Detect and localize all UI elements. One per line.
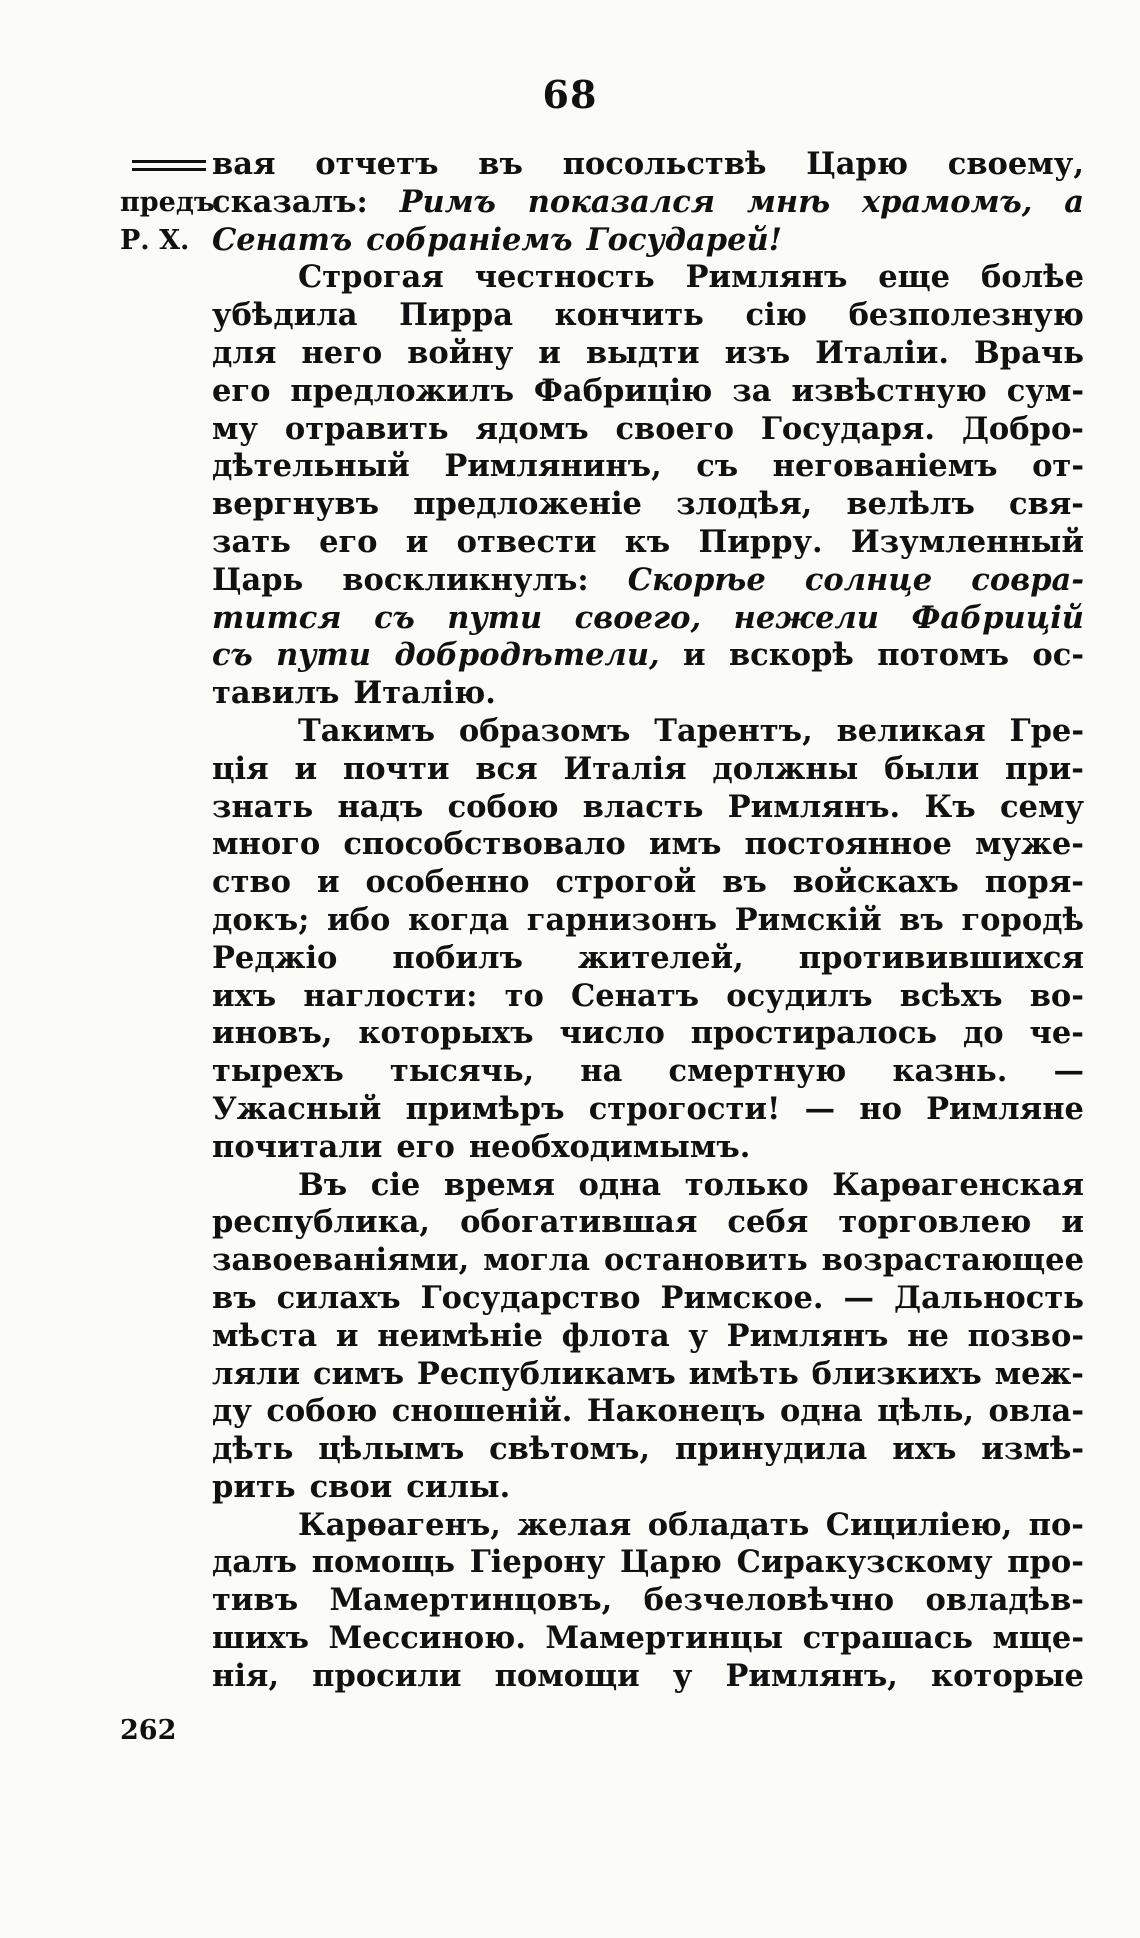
text-line — [212, 826, 1084, 864]
text-line — [212, 335, 1084, 373]
word: Государя. — [760, 410, 935, 447]
word: — — [843, 1279, 875, 1316]
text-line — [212, 373, 1084, 411]
word: должны — [712, 750, 859, 787]
word: своего, — [574, 599, 702, 636]
text-line — [212, 637, 1084, 675]
text-line — [212, 675, 1084, 713]
text-line — [212, 1507, 1084, 1545]
word: и — [538, 334, 561, 371]
continuation-rule — [132, 160, 206, 171]
word: Государей! — [586, 221, 783, 258]
word: Строгая — [298, 259, 444, 296]
text-line — [212, 1015, 1084, 1053]
word: вскорѣ — [728, 637, 854, 674]
text-line — [212, 789, 1084, 827]
word: Мессиною. — [328, 1620, 526, 1657]
word: осудилъ — [726, 977, 873, 1014]
word: нежели — [733, 599, 879, 636]
word: могла — [483, 1242, 591, 1279]
text-line — [212, 600, 1084, 638]
word: ство — [212, 864, 292, 901]
word: простиралось — [690, 1015, 938, 1052]
word: строгой — [555, 864, 697, 901]
word: Гре- — [1009, 712, 1084, 749]
word: но — [859, 1090, 902, 1127]
word: у — [672, 1657, 693, 1694]
word: силы. — [406, 1468, 511, 1505]
word: докъ; — [212, 901, 310, 938]
word: сказалъ: — [212, 183, 368, 220]
word: Италію. — [353, 675, 496, 712]
word: на — [580, 1053, 623, 1090]
word: къ — [624, 523, 671, 560]
word: просили — [312, 1657, 462, 1694]
word: гарнизонъ — [526, 901, 718, 938]
word: его — [396, 1128, 455, 1165]
word: особенно — [365, 864, 530, 901]
word: Сициліею, — [825, 1506, 1013, 1543]
word: рить — [212, 1468, 296, 1505]
word: свя- — [1009, 486, 1084, 523]
word: постоянное — [744, 826, 952, 863]
word: торговлею — [838, 1204, 1032, 1241]
word: въ — [899, 901, 944, 938]
word: цѣль, — [877, 1393, 975, 1430]
text-line — [212, 1393, 1084, 1431]
word: му — [212, 410, 259, 447]
text-line — [212, 1356, 1084, 1394]
word: Скорѣе — [627, 561, 766, 598]
word: Карѳагенъ, — [298, 1506, 501, 1543]
word: — — [804, 1090, 836, 1127]
word: — — [1053, 1053, 1084, 1090]
text-line — [212, 902, 1084, 940]
word: посольствѣ — [562, 146, 767, 182]
word: добродѣтели, — [394, 637, 660, 674]
word: помощи — [494, 1657, 640, 1694]
page-number: 68 — [542, 72, 598, 117]
word: потомъ — [877, 637, 1010, 674]
word: пути — [447, 599, 543, 636]
word: мѣста — [212, 1317, 318, 1354]
word: овладѣв- — [925, 1582, 1084, 1619]
word: собою — [447, 788, 559, 825]
word: цѣлымъ — [318, 1431, 465, 1468]
word: иновъ, — [212, 1015, 333, 1052]
margin-note-year: 262 — [120, 1715, 177, 1746]
word: Италія — [563, 750, 687, 787]
word: великая — [836, 712, 986, 749]
word: казнь. — [892, 1053, 1008, 1090]
word: Наконецъ — [586, 1393, 766, 1430]
word: далъ — [212, 1544, 297, 1581]
word: имъ — [648, 826, 722, 863]
word: сіе — [370, 1166, 421, 1203]
word: его — [319, 523, 378, 560]
word: примѣръ — [405, 1090, 565, 1127]
word: смертную — [668, 1053, 847, 1090]
word: Къ — [924, 788, 976, 825]
word: него — [301, 334, 383, 371]
text-line — [212, 864, 1084, 902]
word: Дальность — [894, 1279, 1084, 1316]
word: Римлянъ — [685, 259, 848, 296]
text-line — [212, 297, 1084, 335]
word: ибо — [327, 901, 391, 938]
word: Царю — [620, 1544, 722, 1581]
word: число — [559, 1015, 665, 1052]
word: и — [1061, 1204, 1084, 1241]
text-line — [212, 1129, 1084, 1167]
word: Мамертинцовъ, — [329, 1582, 613, 1619]
text-line — [212, 1582, 1084, 1620]
word: убѣдила — [212, 297, 358, 334]
word: зать — [212, 523, 291, 560]
word: кончить — [554, 297, 704, 334]
word: во- — [1029, 977, 1084, 1014]
word: Пирра — [399, 297, 513, 334]
word: нія, — [212, 1657, 280, 1694]
word: свѣтомъ, — [489, 1431, 651, 1468]
word: вся — [475, 750, 538, 787]
word: Сенатъ — [571, 977, 700, 1014]
text-line — [212, 1658, 1084, 1696]
text-line — [212, 1318, 1084, 1356]
word: Добро- — [961, 410, 1084, 447]
word: возрастающее — [821, 1242, 1084, 1279]
word: Такимъ — [298, 712, 435, 749]
word: поря- — [984, 864, 1084, 901]
text-line — [212, 940, 1084, 978]
word: Римскій — [734, 901, 882, 938]
word: измѣ- — [981, 1431, 1084, 1468]
word: Римъ — [399, 183, 496, 220]
word: принудила — [674, 1431, 868, 1468]
text-line — [212, 1091, 1084, 1129]
word: Республикамъ — [416, 1355, 676, 1392]
word: собою — [266, 1393, 378, 1430]
word: Царю — [806, 146, 909, 182]
word: Карѳагенская — [832, 1166, 1084, 1203]
word: негованіемъ — [772, 448, 998, 485]
word: свои — [309, 1468, 393, 1505]
word: только — [684, 1166, 809, 1203]
word: сему — [999, 788, 1084, 825]
word: его — [212, 372, 271, 409]
word: и — [405, 523, 429, 560]
word: а — [1064, 183, 1084, 220]
word: велѣлъ — [846, 486, 975, 523]
word: дѣть — [212, 1431, 294, 1468]
word: Тарентъ, — [654, 712, 813, 749]
word: Римлянъ — [726, 1317, 889, 1354]
word: тырехъ — [212, 1053, 344, 1090]
word: войскахъ — [792, 864, 959, 901]
word: Римлянинъ, — [444, 448, 662, 485]
word: позво- — [967, 1317, 1084, 1354]
word: извѣстную — [791, 372, 987, 409]
word: безчеловѣчно — [643, 1582, 895, 1619]
text-line — [212, 1431, 1084, 1469]
word: сум- — [1006, 372, 1084, 409]
word: необходимымъ. — [468, 1128, 751, 1165]
word: Мамертинцы — [545, 1620, 784, 1657]
word: строгости! — [588, 1090, 781, 1127]
text-line — [212, 486, 1084, 524]
word: своего — [615, 410, 735, 447]
word: дѣтельный — [212, 448, 410, 485]
word: сношеній. — [391, 1393, 573, 1430]
word: отвести — [456, 523, 597, 560]
word: Государство — [420, 1279, 641, 1316]
word: Римляне — [926, 1090, 1084, 1127]
word: отчетъ — [315, 146, 439, 182]
word: до — [962, 1015, 1004, 1052]
word: своему, — [947, 146, 1084, 182]
body-text — [212, 146, 1084, 1696]
text-line — [212, 562, 1084, 600]
margin-note-before: предъ — [120, 187, 215, 218]
text-line — [212, 1469, 1084, 1507]
word: противившихся — [798, 939, 1084, 976]
word: Италіи. — [815, 334, 949, 371]
word: отравить — [284, 410, 449, 447]
word: побилъ — [392, 939, 523, 976]
word: Врачь — [974, 334, 1084, 371]
word: флота — [561, 1317, 670, 1354]
word: пути — [276, 637, 371, 674]
text-line — [212, 978, 1084, 1016]
word: желая — [517, 1506, 632, 1543]
text-line — [212, 1167, 1084, 1205]
word: вергнувъ — [212, 486, 380, 523]
word: Римское. — [660, 1279, 824, 1316]
word: себя — [727, 1204, 809, 1241]
word: по- — [1028, 1506, 1084, 1543]
word: Римлянъ. — [727, 788, 901, 825]
word: тавилъ — [212, 675, 340, 712]
word: всѣхъ — [899, 977, 1003, 1014]
word: ос- — [1032, 637, 1084, 674]
word: помощь — [311, 1544, 455, 1581]
word: выдти — [585, 334, 700, 371]
word: честность — [474, 259, 655, 296]
text-line — [212, 1053, 1084, 1091]
text-line — [212, 713, 1084, 751]
word: съ — [696, 448, 739, 485]
word: храмомъ, — [861, 183, 1033, 220]
text-line — [212, 448, 1084, 486]
word: безполезную — [848, 297, 1084, 334]
word: почитали — [212, 1128, 383, 1165]
word: которые — [931, 1657, 1084, 1694]
word: Гіерону — [469, 1544, 606, 1581]
word: еще — [878, 259, 951, 296]
word: завоеваніями, — [212, 1242, 470, 1279]
word: ляли — [212, 1355, 301, 1392]
word: муже- — [975, 826, 1084, 863]
word: болѣе — [980, 259, 1084, 296]
word: при- — [1005, 750, 1084, 787]
word: ихъ — [212, 977, 277, 1014]
word: злодѣя, — [676, 486, 813, 523]
word: собраніемъ — [366, 221, 573, 258]
word: когда — [407, 901, 510, 938]
text-line — [212, 1204, 1084, 1242]
word: и — [294, 750, 318, 787]
word: съ — [212, 637, 253, 674]
word: тивъ — [212, 1582, 299, 1619]
word: одна — [578, 1166, 662, 1203]
word: и — [682, 637, 706, 674]
word: Въ — [298, 1166, 348, 1203]
word: и — [335, 1317, 359, 1354]
text-line — [212, 146, 1084, 184]
word: шихъ — [212, 1620, 309, 1657]
word: солнце — [804, 561, 933, 598]
word: Римлянъ, — [725, 1657, 898, 1694]
word: Изумленный — [850, 523, 1084, 560]
word: неимѣніе — [377, 1317, 543, 1354]
word: Ужасный — [212, 1090, 382, 1127]
word: тысячь, — [389, 1053, 535, 1090]
word: одна — [779, 1393, 863, 1430]
word: про- — [1007, 1544, 1084, 1581]
word: имѣть — [688, 1355, 799, 1392]
word: тится — [212, 599, 342, 636]
word: совра- — [971, 561, 1084, 598]
word: страшась — [802, 1620, 973, 1657]
word: почти — [342, 750, 450, 787]
word: вая — [212, 146, 276, 182]
word: Фабрицію — [533, 372, 713, 409]
word: республика, — [212, 1204, 431, 1241]
word: предложеніе — [413, 486, 642, 523]
word: у — [688, 1317, 708, 1354]
word: обладать — [647, 1506, 810, 1543]
word: ихъ — [892, 1431, 957, 1468]
word: воскликнулъ: — [342, 561, 589, 598]
word: были — [884, 750, 980, 787]
word: въ — [478, 146, 523, 182]
word: образомъ — [458, 712, 631, 749]
text-line — [212, 1242, 1084, 1280]
word: че- — [1029, 1015, 1084, 1052]
text-line — [212, 1280, 1084, 1318]
text-line — [212, 259, 1084, 297]
word: Сенатъ — [212, 221, 353, 258]
word: ду — [212, 1393, 252, 1430]
word: которыхъ — [358, 1015, 534, 1052]
word: близкихъ — [811, 1355, 982, 1392]
word: овла- — [988, 1393, 1084, 1430]
word: способствовало — [343, 826, 626, 863]
word: ція — [212, 750, 269, 787]
text-line — [212, 222, 1084, 260]
text-line — [212, 751, 1084, 789]
word: за — [732, 372, 772, 409]
text-line — [212, 184, 1084, 222]
word: мще- — [992, 1620, 1084, 1657]
word: ядомъ — [475, 410, 589, 447]
word: мнѣ — [746, 183, 831, 220]
text-line — [212, 1620, 1084, 1658]
word: городѣ — [961, 901, 1084, 938]
word: Царь — [212, 561, 304, 598]
word: наглости: — [303, 977, 478, 1014]
word: Пирру. — [698, 523, 823, 560]
word: много — [212, 826, 321, 863]
word: обогатившая — [460, 1204, 698, 1241]
word: симъ — [312, 1355, 405, 1392]
word: показался — [527, 183, 716, 220]
word: въ — [722, 864, 767, 901]
word: предложилъ — [290, 372, 514, 409]
word: Реджіо — [212, 939, 338, 976]
word: то — [504, 977, 544, 1014]
word: власть — [582, 788, 704, 825]
word: жителей, — [577, 939, 744, 976]
word: силахъ — [276, 1279, 401, 1316]
word: въ — [212, 1279, 257, 1316]
word: остановить — [603, 1242, 808, 1279]
word: знать — [212, 788, 314, 825]
word: сію — [745, 297, 807, 334]
word: время — [443, 1166, 555, 1203]
word: изъ — [724, 334, 791, 371]
word: от- — [1032, 448, 1084, 485]
margin-note-rx: Р. Х. — [120, 225, 190, 256]
text-line — [212, 524, 1084, 562]
word: и — [316, 864, 340, 901]
word: войну — [407, 334, 514, 371]
word: съ — [374, 599, 415, 636]
text-line — [212, 1544, 1084, 1582]
word: Сиракузскому — [736, 1544, 993, 1581]
word: Фабрицій — [911, 599, 1084, 636]
text-line — [212, 411, 1084, 449]
word: для — [212, 334, 277, 371]
word: не — [907, 1317, 949, 1354]
word: меж- — [994, 1355, 1084, 1392]
word: надъ — [337, 788, 424, 825]
